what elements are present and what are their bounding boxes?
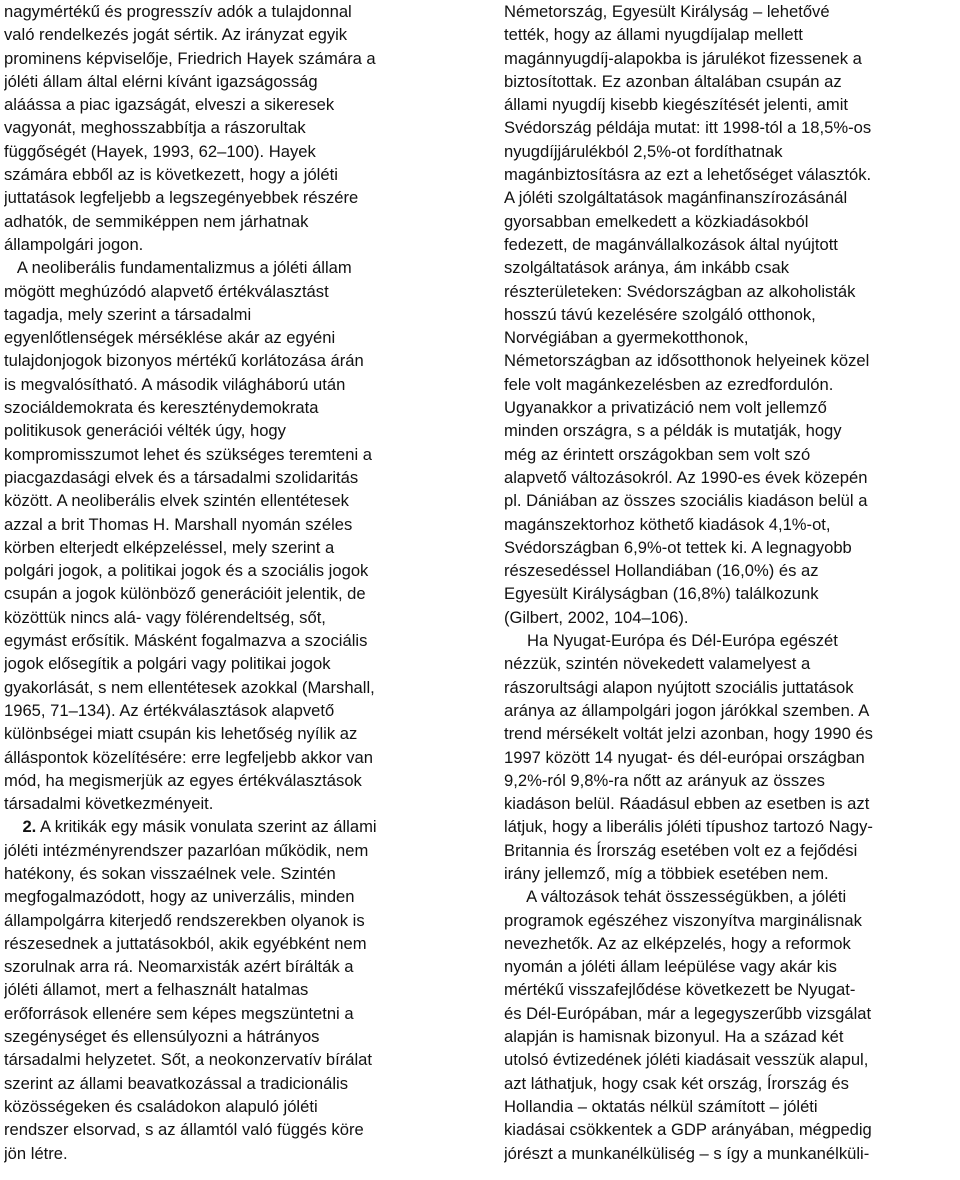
text-run: jóléti állam által elérni kívánt igazságosság (4, 71, 318, 91)
text-run: biztosítottak. Ez azonban általában csupán az (504, 71, 842, 91)
text-line (504, 466, 960, 489)
text-line (4, 47, 474, 70)
text-line (504, 1048, 960, 1071)
text-line (4, 163, 474, 186)
text-run: erőforrások ellenére sem képes megszüntetni a (4, 1003, 354, 1023)
text-run: szolgáltatások aránya, ám inkább csak (504, 258, 790, 278)
text-run: trend mérsékelt voltát jelzi azonban, hogy 1990 és (504, 724, 873, 744)
text-run: A jóléti szolgáltatások magánfinanszírozásánál (504, 188, 848, 208)
text-line (4, 676, 474, 699)
text-run: számára ebből az is következett, hogy a jóléti (4, 165, 338, 185)
text-run: kiadáson belül. Ráadásul ebben az esetben is azt (504, 794, 870, 814)
text-run: szociáldemokrata és kereszténydemokrata (4, 398, 319, 418)
text-line (4, 70, 474, 93)
text-run: látjuk, hogy a liberális jóléti típushoz tartozó Nagy- (504, 817, 873, 837)
text-line (4, 116, 474, 139)
text-line (504, 1002, 960, 1025)
right-text-column (504, 0, 960, 1165)
text-run: nyugdíjjárulékból 2,5%-ot fordíthatnak (504, 141, 783, 161)
text-line (504, 1025, 960, 1048)
text-run: Svédországban 6,9%-ot tettek ki. A legnagyobb (504, 537, 852, 557)
text-run: fedezett, de magánvállalkozások által nyújtott (504, 234, 838, 254)
text-run: körben elterjedt elképzeléssel, mely szerint a (4, 537, 335, 557)
text-run: rászorultsági alapon nyújtott szociális juttatások (504, 677, 854, 697)
text-run (4, 817, 22, 836)
text-run: tették, hogy az állami nyugdíjalap mellett (504, 25, 803, 45)
text-line (504, 746, 960, 769)
text-run: gyakorlását, s nem ellentétesek azokkal (Marshall, (4, 677, 375, 697)
text-run: közösségeken és családokon alapuló jóléti (4, 1096, 318, 1116)
text-run: nyomán a jóléti állam leépülése vagy akár kis (504, 957, 837, 977)
text-run: 1997 között 14 nyugat- és dél-európai országban (504, 747, 865, 767)
text-run: mód, ha megismerjük az egyes értékválasztások (4, 770, 362, 790)
text-line (4, 443, 474, 466)
text-line (504, 93, 960, 116)
text-line (4, 746, 474, 769)
text-line (504, 1072, 960, 1095)
text-run: nézzük, szintén növekedett valamelyest a (504, 654, 811, 674)
text-line (504, 582, 960, 605)
text-run: részesedéssel Hollandiában (16,0%) és az (504, 561, 819, 581)
text-run: Svédország példája mutat: itt 1998-tól a 18,5%-os (504, 118, 872, 138)
text-run: jön létre. (4, 1143, 68, 1163)
text-line (4, 1002, 474, 1025)
text-run: adhatók, de semmiképpen nem járhatnak (4, 211, 309, 231)
text-line (4, 699, 474, 722)
text-line (504, 606, 960, 629)
text-line (504, 1142, 960, 1165)
text-run: kompromisszumot lehet és szükséges teremteni a (4, 444, 372, 464)
text-run: nagymértékű és progresszív adók a tulajdonnal (4, 2, 352, 21)
text-run: között. A neoliberális elvek szintén ellentétesek (4, 491, 349, 511)
text-line (504, 233, 960, 256)
text-run: Hollandia – oktatás nélkül számított – jóléti (504, 1096, 818, 1116)
text-run: piacgazdasági elvek és a társadalmi szolidaritás (4, 467, 359, 487)
text-run: is megvalósítható. A második világháború után (4, 374, 346, 394)
text-run: Egyesült Királyságban (16,8%) találkozunk (504, 584, 819, 604)
text-run: csupán a jogok különböző generációit jelentik, de (4, 584, 366, 604)
text-run: azt láthatjuk, hogy csak két ország, Írország és (504, 1073, 849, 1093)
text-line (504, 629, 960, 652)
text-line (4, 349, 474, 372)
text-line (4, 186, 474, 209)
text-run: állami nyugdíj kisebb kiegészítését jelenti, amit (504, 95, 849, 115)
text-run: társadalmi helyzetet. Sőt, a neokonzervatív bírálat (4, 1050, 373, 1070)
text-line (4, 1048, 474, 1071)
text-line (4, 862, 474, 885)
text-line (4, 582, 474, 605)
text-run: szerint az állami beavatkozással a tradicionális (4, 1073, 349, 1093)
text-run: Britannia és Írország esetében volt ez a fejődési (504, 840, 858, 860)
text-line (504, 699, 960, 722)
text-line (4, 466, 474, 489)
text-line (4, 373, 474, 396)
text-run: aláássa a piac igazságát, elveszi a sikeresek (4, 95, 335, 115)
text-line (504, 23, 960, 46)
text-line (4, 652, 474, 675)
text-line (504, 256, 960, 279)
text-run: társadalmi következményeit. (4, 794, 214, 814)
text-run: utolsó évtizedének jóléti kiadásait vesszük alapul, (504, 1050, 869, 1070)
text-run: függőségét (Hayek, 1993, 62–100). Hayek (4, 141, 316, 161)
text-line (4, 326, 474, 349)
text-line (4, 419, 474, 442)
text-run: alapvető változásokról. Az 1990-es évek közepén (504, 467, 868, 487)
text-run: jogok elősegítik a polgári vagy politikai jogok (4, 654, 331, 674)
text-line (4, 629, 474, 652)
text-line (504, 186, 960, 209)
text-line (4, 140, 474, 163)
text-line (504, 862, 960, 885)
text-line (504, 349, 960, 372)
text-run: Ha Nyugat-Európa és Dél-Európa egészét (504, 631, 838, 651)
text-line (504, 70, 960, 93)
text-run: alapján is hamisnak bizonyul. Ha a század két (504, 1027, 844, 1047)
text-run: polgári jogok, a politikai jogok és a szociális jogok (4, 561, 369, 581)
text-line (4, 93, 474, 116)
section-number: 2. (22, 817, 37, 837)
text-run: Németországban az idősotthonok helyeinek közel (504, 351, 870, 371)
text-line (4, 489, 474, 512)
text-line (4, 1142, 474, 1165)
text-run: nevezhetők. Az az elképzelés, hogy a reformok (504, 933, 851, 953)
text-run: vagyonát, meghosszabbítja a rászorultak (4, 118, 306, 138)
text-run: A kritikák egy másik vonulata szerint az állami (36, 817, 377, 837)
text-line (4, 256, 474, 279)
text-run: Norvégiában a gyermekotthonok, (504, 328, 749, 348)
text-line (504, 443, 960, 466)
text-line (4, 955, 474, 978)
text-line (504, 47, 960, 70)
text-run: azzal a brit Thomas H. Marshall nyomán széles (4, 514, 353, 534)
text-run: A változások tehát összességükben, a jóléti (504, 887, 847, 907)
text-line (504, 839, 960, 862)
text-run: tagadja, mely szerint a társadalmi (4, 304, 252, 324)
text-line (504, 0, 960, 23)
text-line (4, 932, 474, 955)
text-run: 1965, 71–134). Az értékválasztások alapvető (4, 700, 335, 720)
text-run: Ugyanakkor a privatizáció nem volt jellemző (504, 398, 827, 418)
text-run: részterületeken: Svédországban az alkoholisták (504, 281, 856, 301)
text-line (504, 163, 960, 186)
text-line (4, 1072, 474, 1095)
text-line (504, 210, 960, 233)
text-run: szorulnak arra rá. Neomarxisták azért bírálták a (4, 957, 354, 977)
text-run: kiadásai csökkentek a GDP arányában, mégpedig (504, 1120, 872, 1140)
text-line (504, 978, 960, 1001)
text-run: magánnyugdíj-alapokba is járulékot fizessenek a (504, 48, 862, 68)
text-run: aránya az állampolgári jogon járókkal szemben. A (504, 700, 870, 720)
text-line (504, 536, 960, 559)
text-run: Németország, Egyesült Királyság – lehetővé (504, 2, 830, 21)
text-run: állampolgárra kiterjedő rendszerekben olyanok is (4, 910, 365, 930)
text-line (504, 1118, 960, 1141)
text-run: irány jellemző, míg a többiek esetében nem. (504, 863, 829, 883)
text-line (4, 606, 474, 629)
text-line (4, 303, 474, 326)
text-line (504, 722, 960, 745)
text-line (4, 769, 474, 792)
text-line (4, 559, 474, 582)
text-run: rendszer elsorvad, s az államtól való függés köre (4, 1120, 364, 1140)
text-line (504, 815, 960, 838)
text-run: tulajdonjogok bizonyos mértékű korlátozása árán (4, 351, 364, 371)
text-run: megfogalmazódott, hogy az univerzális, minden (4, 887, 355, 907)
text-line (504, 1095, 960, 1118)
text-run: jóléti intézményrendszer pazarlóan működik, nem (4, 840, 369, 860)
text-run: közöttük nincs alá- vagy fölérendeltség, sőt, (4, 607, 326, 627)
text-run: hosszú távú kezelésére szolgáló otthonok, (504, 304, 816, 324)
text-run: szegénységet és ellensúlyozni a hátrányos (4, 1027, 320, 1047)
text-run: való rendelkezés jogát sértik. Az irányzat egyik (4, 25, 348, 45)
text-line (4, 839, 474, 862)
text-run: magánbiztosításra az ezt a lehetőséget választók. (504, 165, 872, 185)
text-run: pl. Dániában az összes szociális kiadáson belül a (504, 491, 868, 511)
text-line (504, 955, 960, 978)
text-run: magánszektorhoz köthető kiadások 4,1%-ot, (504, 514, 831, 534)
text-run: részesednek a juttatásokból, akik egyébként nem (4, 933, 367, 953)
left-text-column (4, 0, 474, 1165)
text-line (504, 489, 960, 512)
text-run: A neoliberális fundamentalizmus a jóléti állam (4, 258, 352, 278)
text-run: minden országra, s a példák is mutatják, hogy (504, 421, 842, 441)
text-line (504, 396, 960, 419)
text-line (504, 419, 960, 442)
text-line (504, 909, 960, 932)
text-run: jóléti államot, mert a felhasznált hatalmas (4, 980, 309, 1000)
text-run: még az érintett országokban sem volt szó (504, 444, 811, 464)
text-line (4, 722, 474, 745)
text-line (504, 652, 960, 675)
text-line (504, 932, 960, 955)
text-line (504, 116, 960, 139)
text-run: egymást erősítik. Másként fogalmazva a szociális (4, 631, 368, 651)
text-line (504, 676, 960, 699)
text-line (504, 769, 960, 792)
text-line (4, 513, 474, 536)
text-line (4, 909, 474, 932)
text-line (4, 0, 474, 23)
text-run: mértékű visszafejlődése következett be Nyugat- (504, 980, 856, 1000)
text-run: fele volt magánkezelésben az ezredfordulón. (504, 374, 834, 394)
text-run: gyorsabban emelkedett a közkiadásokból (504, 211, 809, 231)
text-line (504, 513, 960, 536)
text-line (4, 1025, 474, 1048)
text-run: 9,2%-ról 9,8%-ra nőtt az arányuk az összes (504, 770, 825, 790)
text-line (4, 1118, 474, 1141)
text-line (4, 792, 474, 815)
text-run: különbségei miatt csupán kis lehetőség nyílik az (4, 724, 358, 744)
text-line (4, 885, 474, 908)
text-line (4, 396, 474, 419)
text-run: politikusok generációi vélték úgy, hogy (4, 421, 286, 441)
text-line (504, 280, 960, 303)
text-run: mögött meghúzódó alapvető értékválasztást (4, 281, 329, 301)
text-line (4, 978, 474, 1001)
text-line (4, 815, 474, 838)
text-run: juttatások legfeljebb a legszegényebbek részére (4, 188, 359, 208)
text-line (4, 1095, 474, 1118)
text-line (504, 885, 960, 908)
text-line (4, 233, 474, 256)
text-line (504, 303, 960, 326)
text-run: hatékony, és sokan visszaélnek vele. Szintén (4, 863, 336, 883)
text-run: egyenlőtlenségek mérséklése akár az egyéni (4, 328, 336, 348)
text-run: és Dél-Európában, már a legegyszerűbb vizsgálat (504, 1003, 872, 1023)
text-line (4, 536, 474, 559)
text-line (4, 23, 474, 46)
text-run: prominens képviselője, Friedrich Hayek számára a (4, 48, 376, 68)
text-line (504, 559, 960, 582)
text-line (504, 373, 960, 396)
text-run: állampolgári jogon. (4, 234, 144, 254)
text-line (4, 280, 474, 303)
text-line (4, 210, 474, 233)
text-run: programok egészéhez viszonyítva marginálisnak (504, 910, 862, 930)
text-run: álláspontok közelítésére: erre legfeljebb akkor van (4, 747, 373, 767)
text-line (504, 792, 960, 815)
text-run: jórészt a munkanélküliség – s így a munkanélküli- (504, 1143, 870, 1163)
text-line (504, 326, 960, 349)
text-run: (Gilbert, 2002, 104–106). (504, 607, 689, 627)
text-line (504, 140, 960, 163)
